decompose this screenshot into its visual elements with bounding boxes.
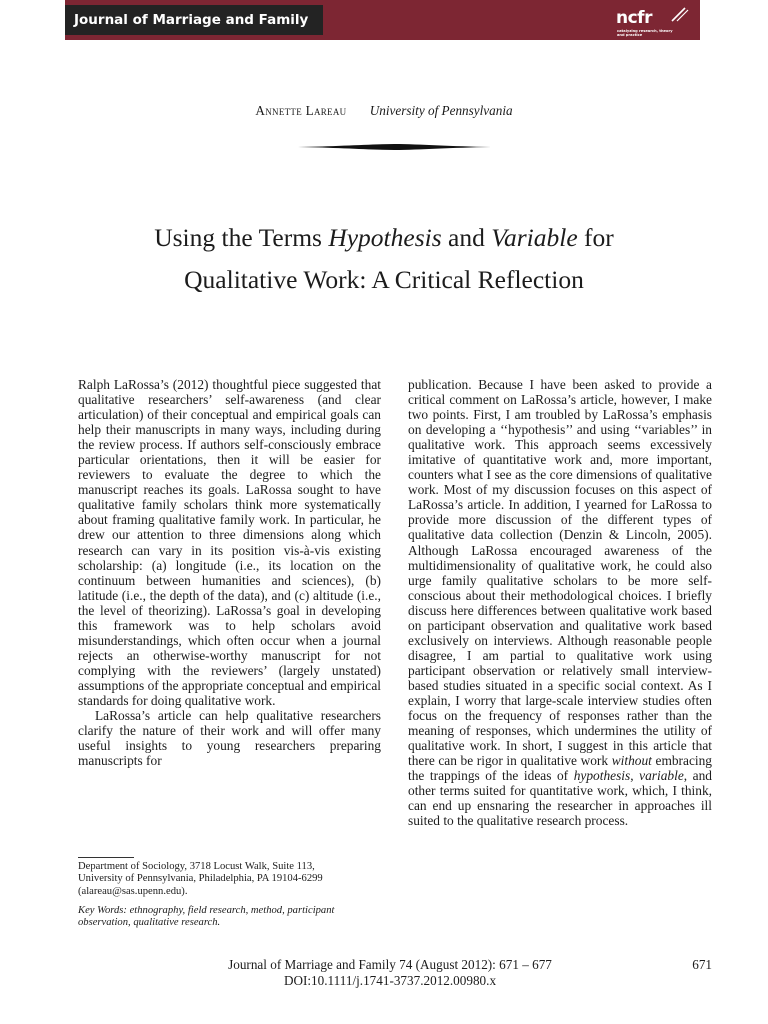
author-name: Annette Lareau xyxy=(255,103,347,118)
author-affiliation: University of Pennsylvania xyxy=(369,103,513,118)
logo-text: ncfr xyxy=(616,8,652,28)
body-column-right xyxy=(408,377,712,828)
title-term-hypothesis: Hypothesis xyxy=(328,223,442,252)
body-column-left xyxy=(78,377,381,768)
title-line-2: Qualitative Work: A Critical Reflection xyxy=(184,265,584,294)
title-line-1: Using the Terms Hypothesis and Variable for xyxy=(154,223,614,252)
footer-doi: DOI:10.1111/j.1741-3737.2012.00980.x xyxy=(283,973,497,988)
logo-mark-icon xyxy=(670,5,690,23)
footnote-email: (alareau@sas.upenn.edu). xyxy=(78,885,188,897)
journal-name: Journal of Marriage and Family xyxy=(65,5,323,35)
paragraph: LaRossa’s article can help qualitative researchers clarify the nature of their work and will offer many useful insights to young researchers preparing manuscripts for xyxy=(78,708,381,769)
page-number: 671 xyxy=(692,957,712,972)
logo-tagline: catalyzing research, theory and practice xyxy=(617,29,673,37)
footnote-address-line: University of Pennsylvania, Philadelphia, PA 19104-6299 xyxy=(78,873,323,885)
paragraph: Ralph LaRossa’s (2012) thoughtful piece suggested that qualitative researchers’ self-awareness (and clear articulation) of their conceptual and empirical goals can help their manuscripts in many ways, including during the review process. If authors self-consciously embrace particular orientations, then it will be easier for reviewers to evaluate the degree to which the manuscript reaches its goals. LaRossa sought to have qualitative family scholars think more systematically about framing qualitative family work. In particular, he drew our attention to three dimensions along which research can vary in its position vis-à-vis existing scholarship: (a) longitude (i.e., its location on the continuum between humanities and sciences), (b) latitude (i.e., the depth of the data), and (c) altitude (i.e., the level of theorizing). LaRossa’s goal in developing this framework was to help scholars avoid misunderstandings, which often occur when a journal rejects an otherwise-worthy manuscript for not complying with the reviewers’ (largely unstated) assumptions of the appropriate conceptual and empirical standards for doing qualitative work. xyxy=(78,377,381,708)
ncfr-logo xyxy=(616,4,688,38)
article-title xyxy=(0,217,768,301)
title-term-variable: Variable xyxy=(491,223,578,252)
journal-header-bar xyxy=(65,0,700,40)
footnote-address-line: Department of Sociology, 3718 Locust Walk, Suite 113, xyxy=(78,861,315,872)
footnote-keywords: Key Words: ethnography, field research, method, participant observation, qualitative research. xyxy=(78,904,335,929)
footer-citation: Journal of Marriage and Family 74 (August 2012): 671 – 677 xyxy=(228,957,552,972)
author-line xyxy=(0,103,768,119)
author-footnote xyxy=(78,861,383,929)
footnote-divider xyxy=(78,857,134,858)
paragraph: publication. Because I have been asked to provide a critical comment on LaRossa’s article, however, I make two points. First, I am troubled by LaRossa’s emphasis on developing a ‘‘hypothesis’’ and using ‘‘variables’’ in qualitative work. This approach seems excessively imitative of quantitative work and, more important, counters what I see as the core dimensions of qualitative work. Most of my discussion focuses on this aspect of LaRossa’s article. In addition, I yearned for LaRossa to provide more discussion of the different types of qualitative data collection (Denzin & Lincoln, 2005). Although LaRossa encouraged awareness of the multidimensionality of qualitative work, he could also urge family qualitative scholars to be more self-conscious about their methodological choices. I briefly discuss here differences between qualitative work based on participant observation and qualitative work based exclusively on interviews. Although reasonable people disagree, I am partial to qualitative work using participant observation or relatively small interview-based studies situated in a specific social context. As I explain, I worry that large-scale interview studies often focus on the frequency of responses rather than the meaning of responses, which undermines the utility of qualitative work. In short, I suggest in this article that there can be rigor in qualitative work without embracing the trappings of the ideas of hypothesis, variable, and other terms suited for quantitative work, which, I think, can end up ensnaring the researcher in approaches ill suited to the qualitative research process. xyxy=(408,377,713,829)
title-ornament-divider xyxy=(298,143,491,151)
